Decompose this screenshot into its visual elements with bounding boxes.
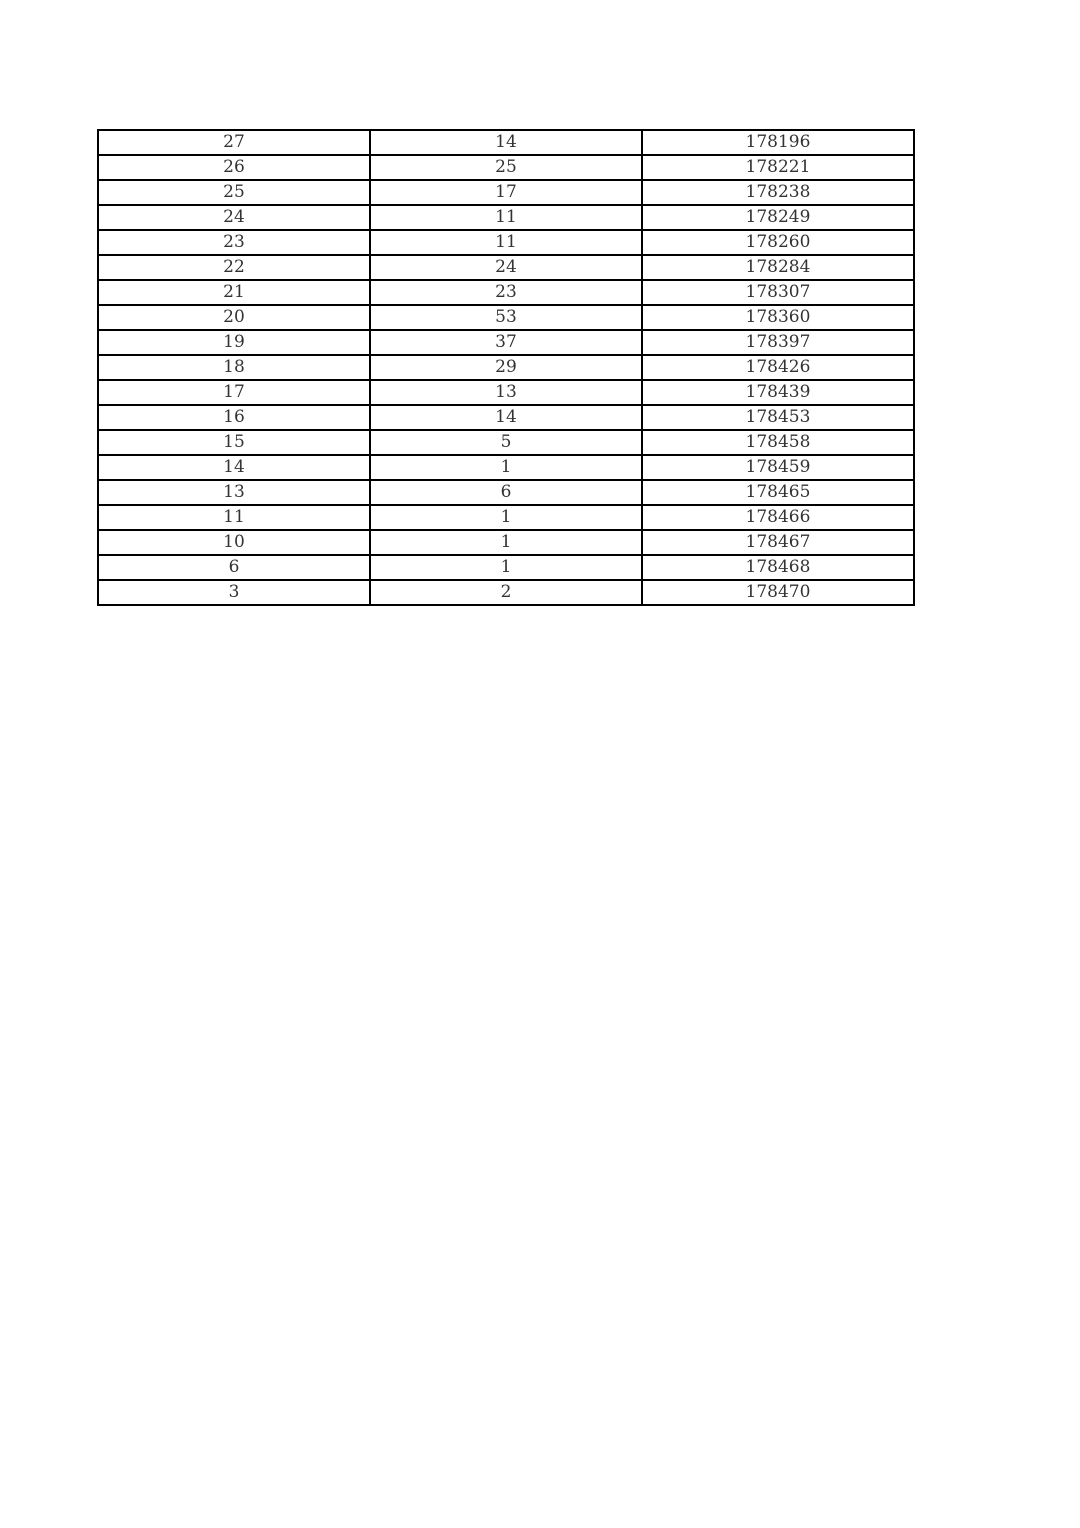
table-cell-cumulative: 178196 bbox=[642, 130, 914, 155]
table-cell-score: 16 bbox=[98, 405, 370, 430]
table-cell-cumulative: 178221 bbox=[642, 155, 914, 180]
table-cell-score: 22 bbox=[98, 255, 370, 280]
table-cell-cumulative: 178459 bbox=[642, 455, 914, 480]
table-cell-score: 24 bbox=[98, 205, 370, 230]
table-cell-cumulative: 178249 bbox=[642, 205, 914, 230]
table-body bbox=[98, 130, 914, 605]
table-cell-count: 1 bbox=[370, 530, 642, 555]
table-cell-count: 1 bbox=[370, 455, 642, 480]
table-row bbox=[98, 380, 914, 405]
table-row bbox=[98, 555, 914, 580]
table-cell-score: 13 bbox=[98, 480, 370, 505]
table-cell-score: 17 bbox=[98, 380, 370, 405]
table-cell-count: 37 bbox=[370, 330, 642, 355]
table-cell-count: 13 bbox=[370, 380, 642, 405]
table-row bbox=[98, 205, 914, 230]
table-cell-score: 10 bbox=[98, 530, 370, 555]
table-row bbox=[98, 180, 914, 205]
table-row bbox=[98, 255, 914, 280]
table-cell-cumulative: 178453 bbox=[642, 405, 914, 430]
table-row bbox=[98, 230, 914, 255]
table-cell-cumulative: 178260 bbox=[642, 230, 914, 255]
table-cell-cumulative: 178360 bbox=[642, 305, 914, 330]
table-cell-score: 26 bbox=[98, 155, 370, 180]
table-cell-count: 5 bbox=[370, 430, 642, 455]
table-cell-count: 24 bbox=[370, 255, 642, 280]
table-row bbox=[98, 280, 914, 305]
table-cell-cumulative: 178439 bbox=[642, 380, 914, 405]
table-cell-count: 11 bbox=[370, 205, 642, 230]
table-row bbox=[98, 530, 914, 555]
table-cell-cumulative: 178470 bbox=[642, 580, 914, 605]
table-cell-count: 11 bbox=[370, 230, 642, 255]
table-cell-score: 15 bbox=[98, 430, 370, 455]
table-cell-count: 23 bbox=[370, 280, 642, 305]
table-row bbox=[98, 405, 914, 430]
table-cell-cumulative: 178397 bbox=[642, 330, 914, 355]
table-cell-score: 25 bbox=[98, 180, 370, 205]
table-row bbox=[98, 305, 914, 330]
table-cell-count: 2 bbox=[370, 580, 642, 605]
table-row bbox=[98, 480, 914, 505]
table-cell-score: 3 bbox=[98, 580, 370, 605]
table-row bbox=[98, 355, 914, 380]
table-cell-score: 27 bbox=[98, 130, 370, 155]
table-cell-count: 6 bbox=[370, 480, 642, 505]
table-cell-cumulative: 178458 bbox=[642, 430, 914, 455]
table-cell-score: 11 bbox=[98, 505, 370, 530]
table-cell-count: 1 bbox=[370, 555, 642, 580]
table-cell-score: 18 bbox=[98, 355, 370, 380]
table-row bbox=[98, 455, 914, 480]
table-cell-cumulative: 178284 bbox=[642, 255, 914, 280]
table-cell-cumulative: 178426 bbox=[642, 355, 914, 380]
table-row bbox=[98, 505, 914, 530]
table-cell-score: 20 bbox=[98, 305, 370, 330]
table-cell-cumulative: 178465 bbox=[642, 480, 914, 505]
table-cell-count: 53 bbox=[370, 305, 642, 330]
table-cell-cumulative: 178466 bbox=[642, 505, 914, 530]
table-row bbox=[98, 155, 914, 180]
table-cell-score: 14 bbox=[98, 455, 370, 480]
table-cell-count: 17 bbox=[370, 180, 642, 205]
table-row bbox=[98, 130, 914, 155]
table-cell-score: 6 bbox=[98, 555, 370, 580]
table-cell-cumulative: 178468 bbox=[642, 555, 914, 580]
table-cell-cumulative: 178307 bbox=[642, 280, 914, 305]
table-cell-score: 19 bbox=[98, 330, 370, 355]
table-row bbox=[98, 430, 914, 455]
table-cell-score: 23 bbox=[98, 230, 370, 255]
table-cell-count: 29 bbox=[370, 355, 642, 380]
table-cell-cumulative: 178467 bbox=[642, 530, 914, 555]
table-row bbox=[98, 580, 914, 605]
table-cell-count: 25 bbox=[370, 155, 642, 180]
table-row bbox=[98, 330, 914, 355]
table-cell-score: 21 bbox=[98, 280, 370, 305]
table-cell-count: 14 bbox=[370, 130, 642, 155]
score-table bbox=[97, 129, 915, 606]
table-cell-cumulative: 178238 bbox=[642, 180, 914, 205]
table-cell-count: 1 bbox=[370, 505, 642, 530]
table-cell-count: 14 bbox=[370, 405, 642, 430]
